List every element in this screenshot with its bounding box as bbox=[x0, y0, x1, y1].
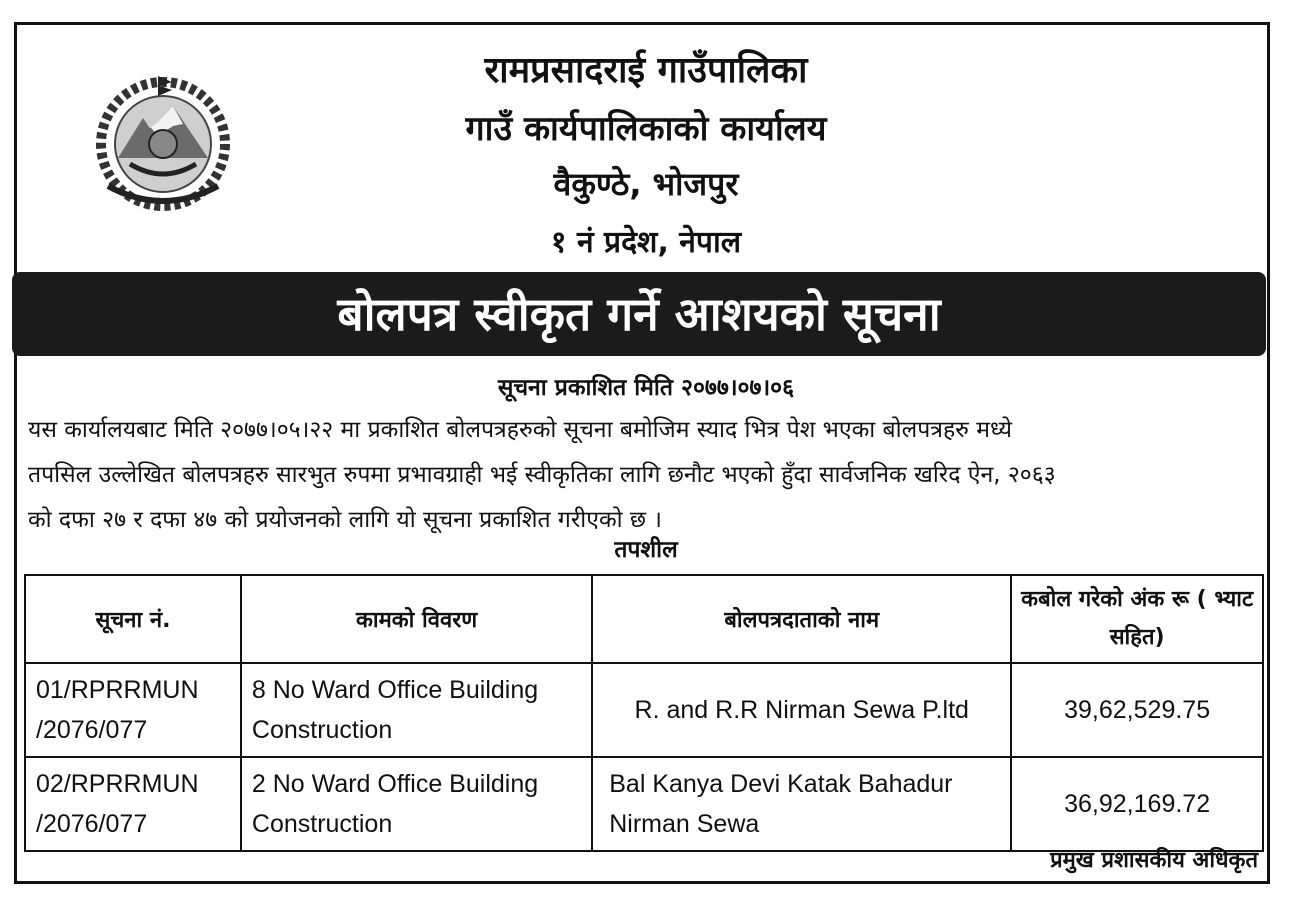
bid-table bbox=[24, 574, 1264, 852]
office-location: वैकुण्ठे, भोजपुर bbox=[553, 165, 739, 203]
published-date: सूचना प्रकाशित मिति २०७७।०७।०६ bbox=[497, 375, 795, 401]
bidder-name-part: Nirman Sewa bbox=[609, 810, 760, 838]
notice-number-part: /2076/077 bbox=[36, 810, 148, 838]
province-country: १ नं प्रदेश, नेपाल bbox=[550, 225, 742, 260]
office-name: गाउँ कार्यपालिकाको कार्यालय bbox=[465, 109, 827, 149]
notice-number-part: /2076/077 bbox=[36, 716, 148, 744]
work-description-part: 8 No Ward Office Building bbox=[251, 676, 539, 704]
work-description-cell bbox=[241, 663, 592, 757]
body-line: को दफा २७ र दफा ४७ को प्रयोजनको लागि यो सूचना प्रकाशित गरीएको छ । bbox=[28, 507, 663, 533]
notice-title-banner: बोलपत्र स्वीकृत गर्ने आशयको सूचना bbox=[12, 272, 1266, 356]
column-header-work: कामको विवरण bbox=[241, 575, 592, 663]
work-description-cell bbox=[241, 757, 592, 851]
work-description-part: Construction bbox=[251, 810, 393, 838]
table-header-row bbox=[25, 575, 1263, 663]
body-line: यस कार्यालयबाट मिति २०७७।०५।२२ मा प्रकाशित बोलपत्रहरुको सूचना बमोजिम स्याद भित्र पेश भएका बोलपत्रहरु मध्ये bbox=[28, 417, 1012, 443]
notice-body bbox=[28, 408, 1262, 543]
work-description-part: 2 No Ward Office Building bbox=[251, 770, 539, 798]
body-line: तपसिल उल्लेखित बोलपत्रहरु सारभुत रुपमा प्रभावग्राही भई स्वीकृतिका लागि छनौट भएको हुँदा सार्वजनिक खरिद ऐन, २०६३ bbox=[28, 462, 1056, 488]
column-header-amount: कबोल गरेको अंक रू ( भ्याट सहित) bbox=[1011, 575, 1263, 663]
bid-amount-cell: 36,92,169.72 bbox=[1011, 757, 1263, 851]
bid-amount-cell: 39,62,529.75 bbox=[1011, 663, 1263, 757]
bidder-name-part: Bal Kanya Devi Katak Bahadur bbox=[609, 770, 953, 798]
work-description-part: Construction bbox=[251, 716, 393, 744]
notice-number-part: 01/RPRRMUN bbox=[36, 676, 199, 704]
municipality-name: रामप्रसादराई गाउँपालिका bbox=[484, 50, 808, 91]
table-row bbox=[25, 757, 1263, 851]
signature-title: प्रमुख प्रशासकीय अधिकृत bbox=[1050, 848, 1258, 873]
notice-number-cell bbox=[25, 757, 241, 851]
table-row bbox=[25, 663, 1263, 757]
bidder-name-cell bbox=[592, 757, 1011, 851]
column-header-bidder: बोलपत्रदाताको नाम bbox=[592, 575, 1011, 663]
bidder-name-cell: R. and R.R Nirman Sewa P.ltd bbox=[592, 663, 1011, 757]
notice-number-part: 02/RPRRMUN bbox=[36, 770, 199, 798]
notice-number-cell bbox=[25, 663, 241, 757]
column-header-notice-no: सूचना नं. bbox=[25, 575, 241, 663]
details-heading: तपशील bbox=[614, 537, 678, 563]
